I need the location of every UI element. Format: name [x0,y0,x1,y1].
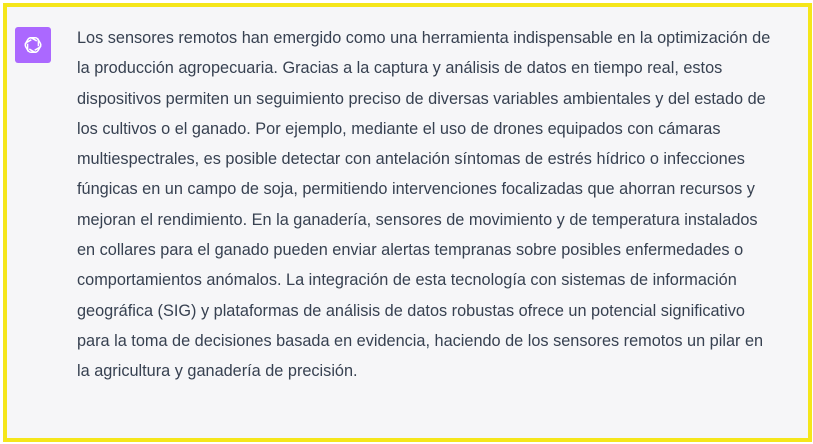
openai-logo-icon [21,33,45,57]
assistant-avatar [15,27,51,63]
chat-message-frame [3,3,812,442]
assistant-message-text: Los sensores remotos han emergido como una herramienta indispensable en la optimización de la producción agropecuaria. Gracias a la captura y análisis de datos en tiempo real, estos dispositivos permiten un seguimiento preciso de diversas variables ambientales y del estado de los cultivos o el ganado. Por ejemplo, mediante el uso de drones equipados con cámaras multiespectrales, es posible detectar con antelación síntomas de estrés hídrico o infecciones fúngicas en un campo de soja, permitiendo intervenciones focalizadas que ahorran recursos y mejoran el rendimiento. En la ganadería, sensores de movimiento y de temperatura instalados en collares para el ganado pueden enviar alertas tempranas sobre posibles enfermedades o comportamientos anómalos. La integración de esta tecnología con sistemas de información geográfica (SIG) y plataformas de análisis de datos robustas ofrece un potencial significativo para la toma de decisiones basada en evidencia, haciendo de los sensores remotos un pilar en la agricultura y ganadería de precisión. [77,29,771,381]
